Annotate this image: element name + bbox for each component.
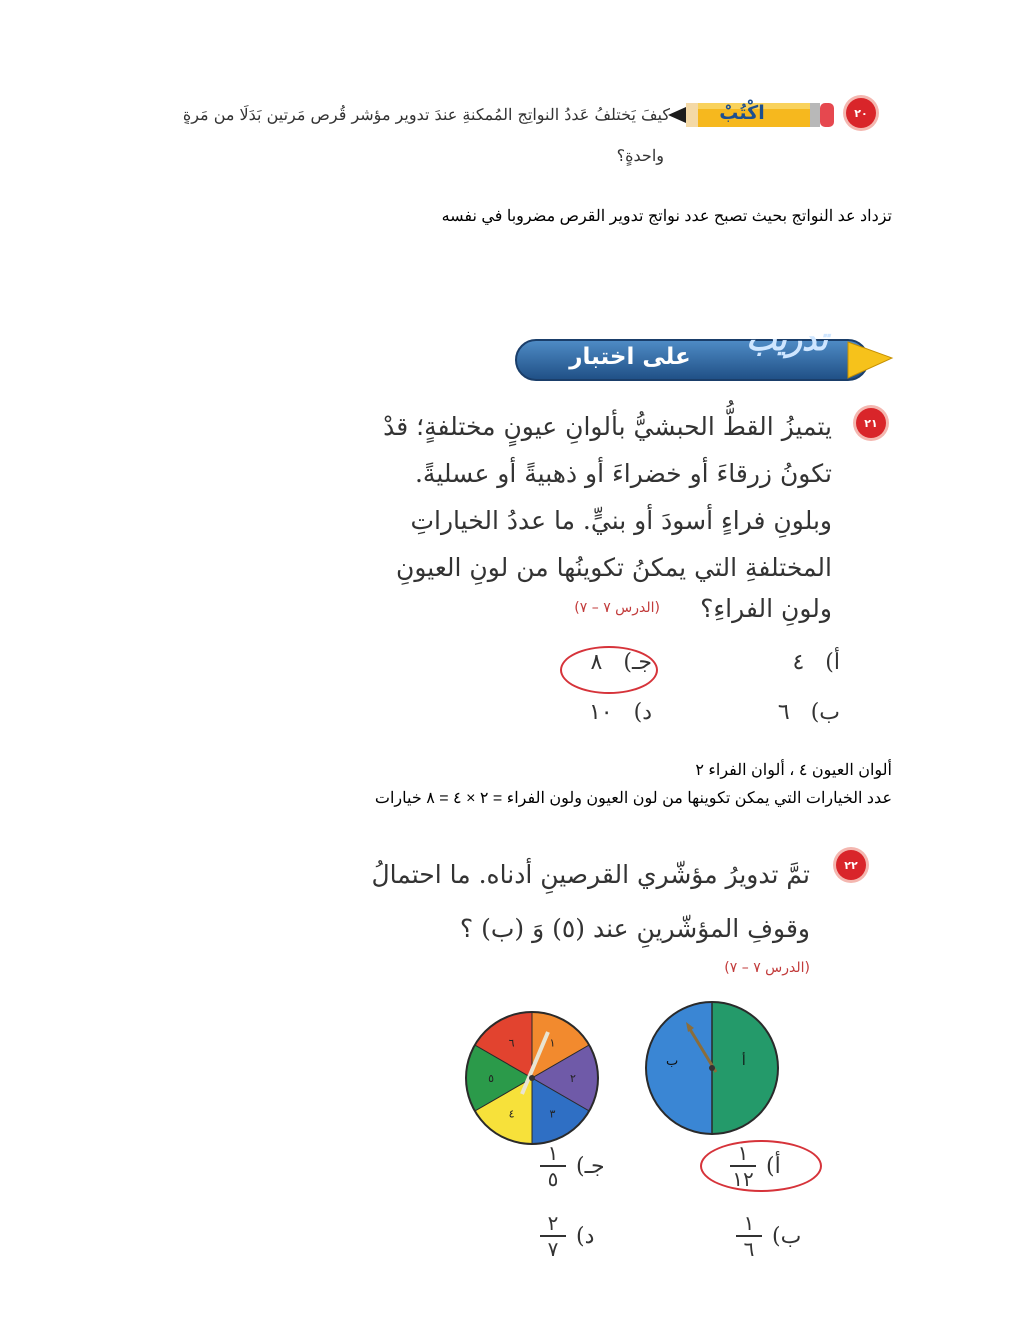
banner-word-practice: تدريب (746, 320, 828, 358)
option-c (540, 1142, 605, 1190)
correct-answer-circle (560, 646, 658, 694)
numerator: ١ (547, 1141, 559, 1165)
fraction (540, 1212, 566, 1260)
fraction (736, 1212, 762, 1260)
question-20-answer: تزداد عد النواتج بحيث تصبح عدد نواتج تدوير القرص مضروبا في نفسه (441, 208, 892, 225)
question-22-line-1: تمَّ تدويرُ مؤشّري القرصينِ أدناه. ما احتمالُ (371, 860, 810, 889)
question-number: ٢٢ (844, 858, 858, 872)
question-21-line-5: ولونِ الفراءِ؟ (700, 594, 832, 623)
question-21-line-4: المختلفةِ التي يمكنُ تكوينُها من لونِ العيونِ (396, 553, 832, 582)
option-letter: جـ) (576, 1153, 605, 1179)
option-b (736, 1212, 801, 1260)
question-number: ٢٠ (854, 106, 868, 120)
correct-answer-circle (700, 1140, 822, 1192)
numerator: ١ (743, 1211, 755, 1235)
option-letter: أ) (825, 650, 840, 675)
option-value: ٦ (777, 700, 790, 725)
option-value: ١٠ (588, 700, 613, 725)
spinner-sector-b (646, 1002, 712, 1134)
banner-word-on-test: على اختبار (569, 344, 691, 370)
spinner-sector-label: ٥ (488, 1072, 495, 1085)
spinner-sector-label: ٦ (508, 1036, 515, 1050)
pencil-label: اكْتُبْ (719, 102, 765, 124)
fraction (540, 1142, 566, 1190)
question-21-answer-line-2: عدد الخيارات التي يمكن تكوينها من لون العيون ولون الفراء = ٢ × ٤ = ٨ خيارات (374, 790, 892, 807)
spinner-sector-label: ٢ (569, 1072, 576, 1085)
question-21-line-3: وبلونِ فراءٍ أسودَ أو بنيٍّ. ما عددُ الخياراتِ (410, 506, 832, 535)
option-a (760, 650, 840, 675)
question-22-line-2: وقوفِ المؤشّرينِ عند (٥) وَ (ب) ؟ (459, 914, 810, 943)
option-letter: د) (633, 700, 652, 725)
spinner-sector-label: ٤ (508, 1107, 515, 1121)
letter-spinner (644, 1000, 780, 1136)
question-number-badge-20 (846, 98, 876, 128)
number-spinner (464, 1010, 600, 1146)
spinner-label-a: أ (742, 1054, 746, 1069)
lesson-reference: (الدرس ٧ – ٧) (724, 960, 810, 976)
question-21-answer-line-1: ألوان العيون ٤ ، ألوان الفراء ٢ (695, 762, 892, 779)
option-letter: ب) (772, 1223, 802, 1249)
option-value: ٤ (792, 650, 805, 675)
lesson-reference: (الدرس ٧ – ٧) (574, 600, 660, 616)
denominator: ٧ (547, 1237, 559, 1261)
option-letter: د) (576, 1223, 595, 1249)
denominator: ٦ (743, 1237, 755, 1261)
option-letter: ب) (810, 700, 840, 725)
question-number-badge-21 (856, 408, 886, 438)
question-20-line-2: واحدةٍ؟ (616, 146, 664, 165)
numerator: ١ (737, 1141, 749, 1165)
question-20-line-1: كيفَ يَختلفُ عَددُ النواتِجِ المُمكنةِ عندَ تدويرِ مؤشرِ قُرصٍ مَرتينِ بَدَلًا من مَرةٍ (182, 105, 670, 124)
question-21-line-2: تكونُ زرقاءَ أو خضراءَ أو ذهبيةً أو عسليةً. (414, 459, 832, 488)
spinner-label-b: ب (666, 1054, 679, 1069)
question-21-line-1: يتميزُ القطُّ الحبشيُّ بألوانِ عيونٍ مختلفةٍ؛ قدْ (383, 412, 832, 441)
spinner-sector-label: ١ (549, 1036, 556, 1050)
option-d (540, 1212, 594, 1260)
numerator: ٢ (547, 1211, 559, 1235)
option-letter: أ) (766, 1153, 781, 1179)
question-number-badge-22 (836, 850, 866, 880)
option-letter: جـ) (623, 650, 652, 675)
option-d (556, 700, 652, 725)
denominator: ١٢ (732, 1167, 754, 1191)
denominator: ٥ (547, 1167, 559, 1191)
question-number: ٢١ (864, 416, 878, 430)
option-value: ٨ (590, 650, 603, 675)
option-b (760, 700, 840, 725)
spinner-sector-label: ٣ (549, 1107, 556, 1121)
